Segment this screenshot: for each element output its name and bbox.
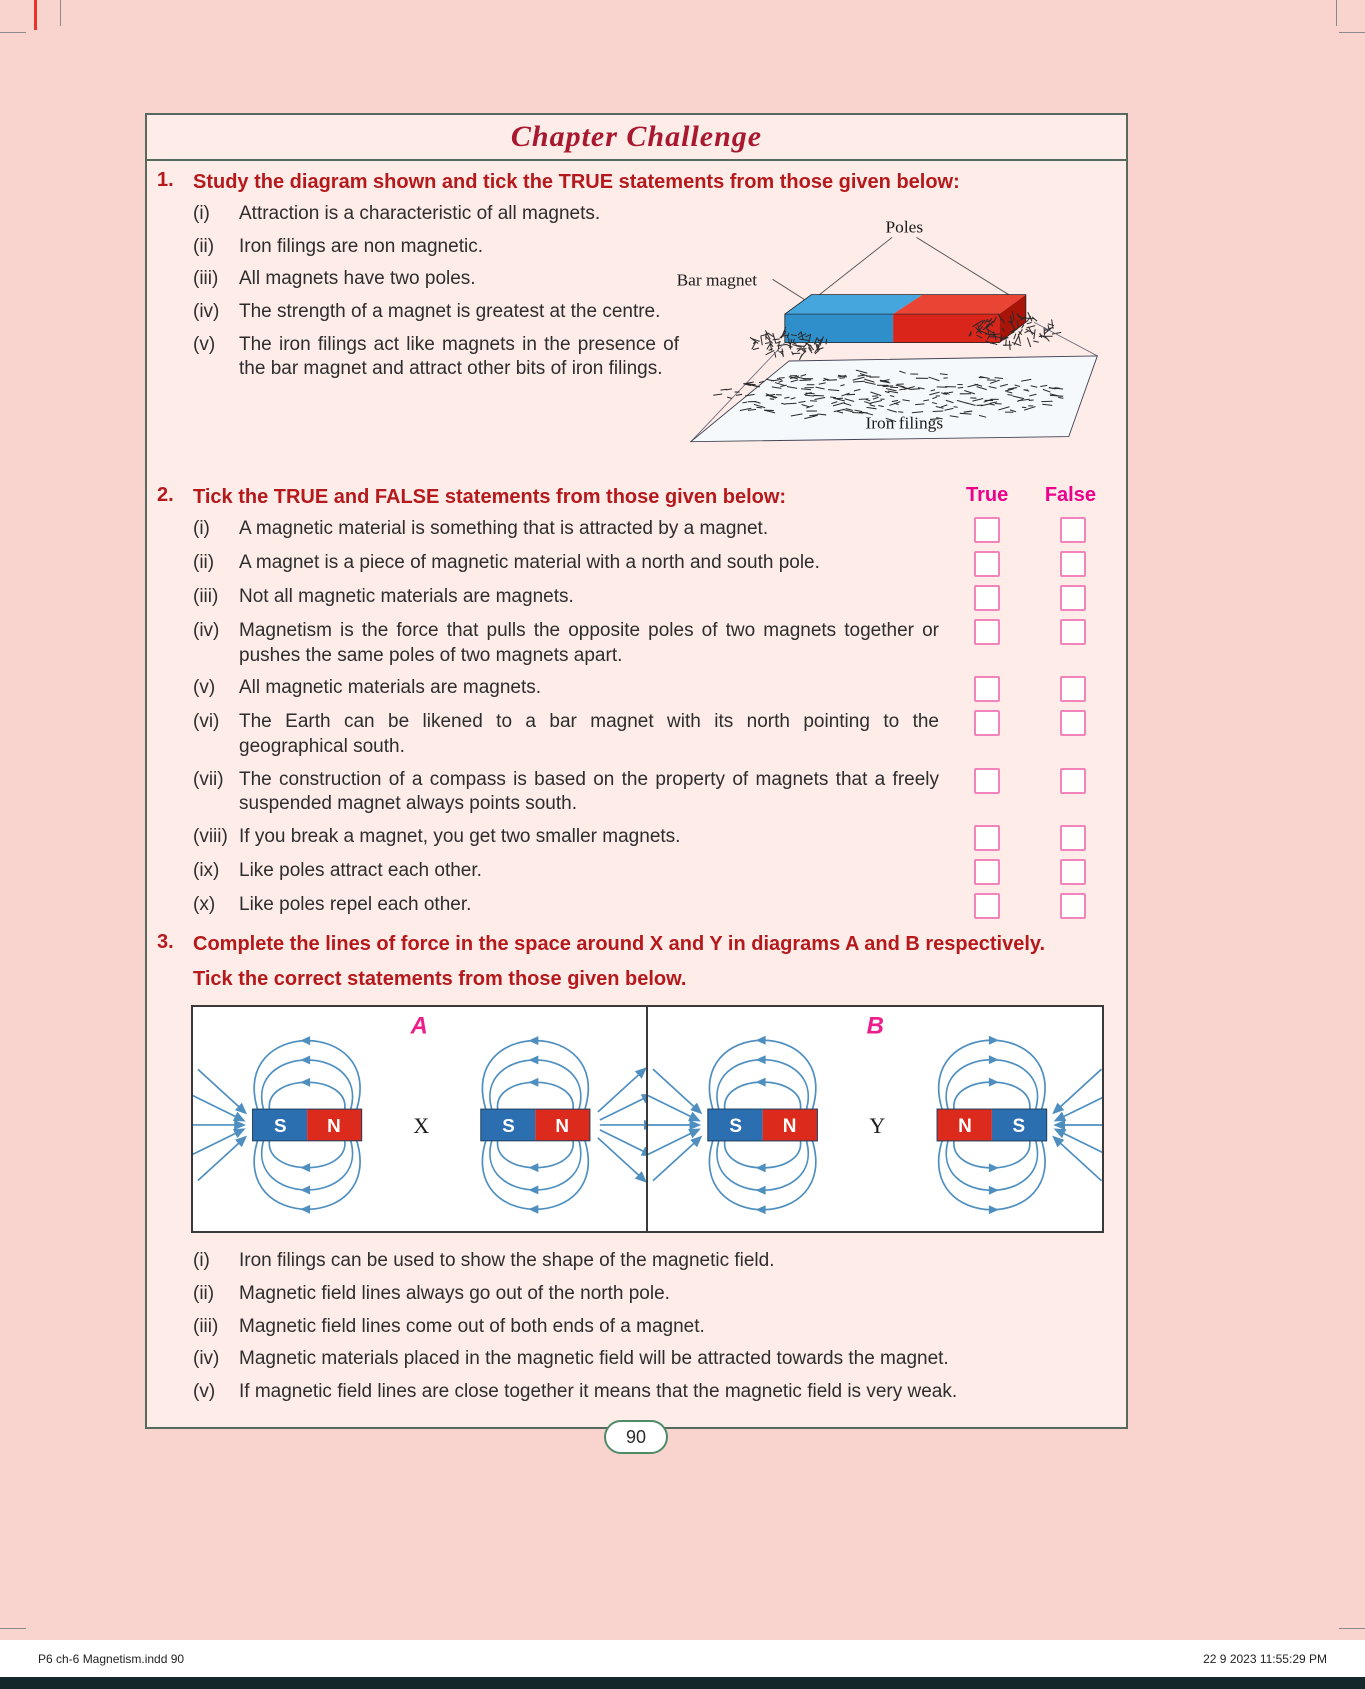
false-checkbox[interactable] bbox=[1060, 551, 1086, 577]
false-checkbox[interactable] bbox=[1060, 676, 1086, 702]
item-label: (iii) bbox=[193, 268, 219, 290]
crop-mark bbox=[1339, 32, 1365, 33]
false-checkbox[interactable] bbox=[1060, 859, 1086, 885]
point-y-label: Y bbox=[868, 1113, 885, 1139]
item-text: If magnetic field lines are close together it means that the magnetic field is very weak. bbox=[239, 1380, 958, 1402]
pole-n-label: N bbox=[327, 1115, 341, 1137]
crop-mark bbox=[1339, 1628, 1365, 1629]
pole-s-label: S bbox=[274, 1115, 287, 1137]
page-number-badge bbox=[604, 1420, 668, 1454]
item-text: All magnets have two poles. bbox=[239, 268, 476, 290]
item-text: Like poles repel each other. bbox=[239, 894, 472, 916]
true-checkbox[interactable] bbox=[974, 893, 1000, 919]
item-label: (iii) bbox=[193, 586, 219, 607]
field-diagrams bbox=[191, 1005, 1104, 1233]
item-text: Iron filings are non magnetic. bbox=[239, 235, 483, 257]
item-label: (iv) bbox=[193, 1348, 220, 1370]
answer-boxes bbox=[966, 517, 1096, 543]
crop-mark bbox=[60, 0, 61, 26]
magnet-a-left bbox=[253, 1109, 362, 1141]
false-column-label: False bbox=[1044, 484, 1096, 506]
pole-s-label: S bbox=[502, 1115, 515, 1137]
list-item bbox=[193, 267, 715, 292]
iron-filings-label: Iron filings bbox=[865, 413, 944, 433]
list-item bbox=[193, 1347, 1110, 1372]
question-1-body bbox=[157, 202, 1110, 474]
list-item bbox=[193, 300, 715, 325]
question-2 bbox=[157, 484, 1110, 919]
item-label: (v) bbox=[193, 333, 216, 355]
bar-magnet-label: Bar magnet bbox=[676, 270, 758, 290]
answer-boxes bbox=[966, 825, 1096, 851]
item-label: (vi) bbox=[193, 711, 220, 733]
pole-s-label: S bbox=[728, 1116, 742, 1138]
false-checkbox[interactable] bbox=[1060, 619, 1086, 645]
statement-row bbox=[193, 825, 1110, 851]
item-text: All magnetic materials are magnets. bbox=[239, 677, 542, 699]
true-column-label: True bbox=[966, 484, 1009, 506]
statement-row bbox=[193, 676, 1110, 702]
false-checkbox[interactable] bbox=[1060, 825, 1086, 851]
question-3-heading bbox=[157, 931, 1110, 958]
magnet-b-left bbox=[707, 1109, 817, 1141]
item-text: Attraction is a characteristic of all magnets. bbox=[239, 203, 601, 224]
pole-s-label: S bbox=[1011, 1116, 1025, 1138]
item-text: Magnetic field lines always go out of the north pole. bbox=[239, 1282, 670, 1304]
item-text: Magnetic materials placed in the magnetic field will be attracted towards the magnet. bbox=[239, 1348, 949, 1370]
item-text: The strength of a magnet is greatest at the centre. bbox=[239, 301, 661, 323]
item-label: (v) bbox=[193, 677, 216, 699]
list-item bbox=[193, 235, 715, 260]
list-item bbox=[193, 333, 715, 382]
diagram-b-label: B bbox=[866, 1012, 884, 1040]
item-label: (viii) bbox=[193, 826, 228, 848]
item-text: Iron filings can be used to show the shape of the magnetic field. bbox=[239, 1250, 775, 1272]
true-checkbox[interactable] bbox=[974, 859, 1000, 885]
item-label: (ii) bbox=[193, 1282, 215, 1304]
statement-row bbox=[193, 710, 1110, 759]
crop-mark bbox=[1336, 0, 1337, 26]
footer-timestamp: 22 9 2023 11:55:29 PM bbox=[1203, 1652, 1327, 1666]
answer-boxes bbox=[966, 551, 1096, 577]
list-item bbox=[193, 1315, 1110, 1340]
item-label: (iii) bbox=[193, 1315, 219, 1337]
answer-boxes bbox=[966, 619, 1096, 668]
statement-row bbox=[193, 585, 1110, 611]
question-number: 2. bbox=[157, 484, 174, 506]
footer-filename: P6 ch-6 Magnetism.indd 90 bbox=[38, 1652, 185, 1666]
registration-mark bbox=[34, 0, 37, 30]
chapter-challenge-box bbox=[145, 113, 1128, 1429]
item-label: (i) bbox=[193, 518, 210, 539]
question-title: Tick the TRUE and FALSE statements from those given below: bbox=[193, 486, 787, 508]
bar-magnet-diagram bbox=[674, 216, 1104, 456]
list-item bbox=[193, 1249, 1110, 1274]
answer-boxes bbox=[966, 768, 1096, 817]
item-text: Not all magnetic materials are magnets. bbox=[239, 586, 574, 607]
item-text: A magnet is a piece of magnetic material with a north and south pole. bbox=[239, 552, 820, 573]
item-label: (ii) bbox=[193, 552, 215, 573]
item-label: (iv) bbox=[193, 301, 220, 323]
question-3-items bbox=[193, 1249, 1110, 1404]
item-label: (i) bbox=[193, 203, 210, 224]
content bbox=[147, 169, 1126, 1427]
question-2-items bbox=[157, 517, 1110, 919]
true-checkbox[interactable] bbox=[974, 676, 1000, 702]
pole-n-label: N bbox=[957, 1116, 972, 1138]
crop-mark bbox=[0, 1628, 26, 1629]
answer-boxes bbox=[966, 859, 1096, 885]
item-text: Magnetism is the force that pulls the opposite poles of two magnets together or pushes the same poles of two magnets apart. bbox=[239, 620, 939, 666]
item-label: (x) bbox=[193, 894, 216, 916]
true-checkbox[interactable] bbox=[974, 551, 1000, 577]
answer-boxes bbox=[966, 676, 1096, 702]
crop-mark bbox=[0, 32, 26, 33]
question-1 bbox=[157, 169, 1110, 474]
field-diagram-b bbox=[648, 1007, 1103, 1231]
item-label: (ii) bbox=[193, 235, 215, 257]
field-diagram-a bbox=[193, 1007, 648, 1231]
item-label: (v) bbox=[193, 1380, 216, 1402]
question-2-heading bbox=[157, 484, 1110, 511]
point-x-label: X bbox=[413, 1114, 430, 1139]
poles-label: Poles bbox=[885, 217, 924, 237]
false-checkbox[interactable] bbox=[1060, 768, 1086, 794]
answer-boxes bbox=[966, 585, 1096, 611]
pole-n-label: N bbox=[555, 1115, 569, 1137]
true-checkbox[interactable] bbox=[974, 585, 1000, 611]
bottom-bar bbox=[0, 1677, 1365, 1689]
statement-row bbox=[193, 859, 1110, 885]
item-text: Magnetic field lines come out of both ends of a magnet. bbox=[239, 1315, 705, 1337]
statement-row bbox=[193, 768, 1110, 817]
magnet-a-right bbox=[481, 1109, 590, 1141]
true-checkbox[interactable] bbox=[974, 825, 1000, 851]
item-text: If you break a magnet, you get two smaller magnets. bbox=[239, 826, 681, 848]
item-text: The Earth can be likened to a bar magnet with its north pointing to the geographical south. bbox=[239, 711, 939, 758]
false-checkbox[interactable] bbox=[1060, 710, 1086, 736]
title-bar bbox=[147, 115, 1126, 161]
true-checkbox[interactable] bbox=[974, 710, 1000, 736]
pole-n-label: N bbox=[782, 1116, 796, 1138]
answer-boxes bbox=[966, 893, 1096, 919]
list-item bbox=[193, 1282, 1110, 1307]
statement-row bbox=[193, 893, 1110, 919]
question-title: Study the diagram shown and tick the TRUE statements from those given below: bbox=[193, 171, 960, 193]
item-label: (iv) bbox=[193, 620, 220, 641]
question-1-items bbox=[193, 202, 715, 382]
true-checkbox[interactable] bbox=[974, 768, 1000, 794]
true-checkbox[interactable] bbox=[974, 619, 1000, 645]
true-checkbox[interactable] bbox=[974, 517, 1000, 543]
statement-row bbox=[193, 619, 1110, 668]
item-text: Like poles attract each other. bbox=[239, 860, 482, 882]
statement-row bbox=[193, 517, 1110, 543]
page-title: Chapter Challenge bbox=[510, 120, 763, 153]
diagram-a-label: A bbox=[410, 1012, 428, 1040]
question-1-heading bbox=[157, 169, 1110, 196]
false-checkbox[interactable] bbox=[1060, 893, 1086, 919]
item-text: A magnetic material is something that is attracted by a magnet. bbox=[239, 518, 769, 539]
print-footer bbox=[0, 1640, 1365, 1677]
list-item bbox=[193, 1380, 1110, 1405]
answer-boxes bbox=[966, 710, 1096, 759]
page-number: 90 bbox=[625, 1426, 647, 1447]
false-checkbox[interactable] bbox=[1060, 585, 1086, 611]
question-3 bbox=[157, 931, 1110, 1404]
item-text: The iron filings act like magnets in the presence of the bar magnet and attract other bits of iron filings. bbox=[239, 333, 679, 380]
item-text: The construction of a compass is based on the property of magnets that a freely suspended magnet always points south. bbox=[239, 768, 939, 815]
question-3-subheading: Tick the correct statements from those given below. bbox=[193, 968, 687, 991]
question-number: 1. bbox=[157, 169, 174, 191]
magnet-b-right bbox=[937, 1109, 1047, 1141]
question-number: 3. bbox=[157, 931, 174, 954]
false-checkbox[interactable] bbox=[1060, 517, 1086, 543]
item-label: (ix) bbox=[193, 860, 220, 882]
statement-row bbox=[193, 551, 1110, 577]
question-title: Complete the lines of force in the space around X and Y in diagrams A and B respectively. bbox=[193, 933, 1046, 956]
list-item bbox=[193, 202, 715, 227]
item-label: (vii) bbox=[193, 768, 224, 790]
item-label: (i) bbox=[193, 1250, 210, 1272]
true-false-header bbox=[966, 484, 1096, 511]
